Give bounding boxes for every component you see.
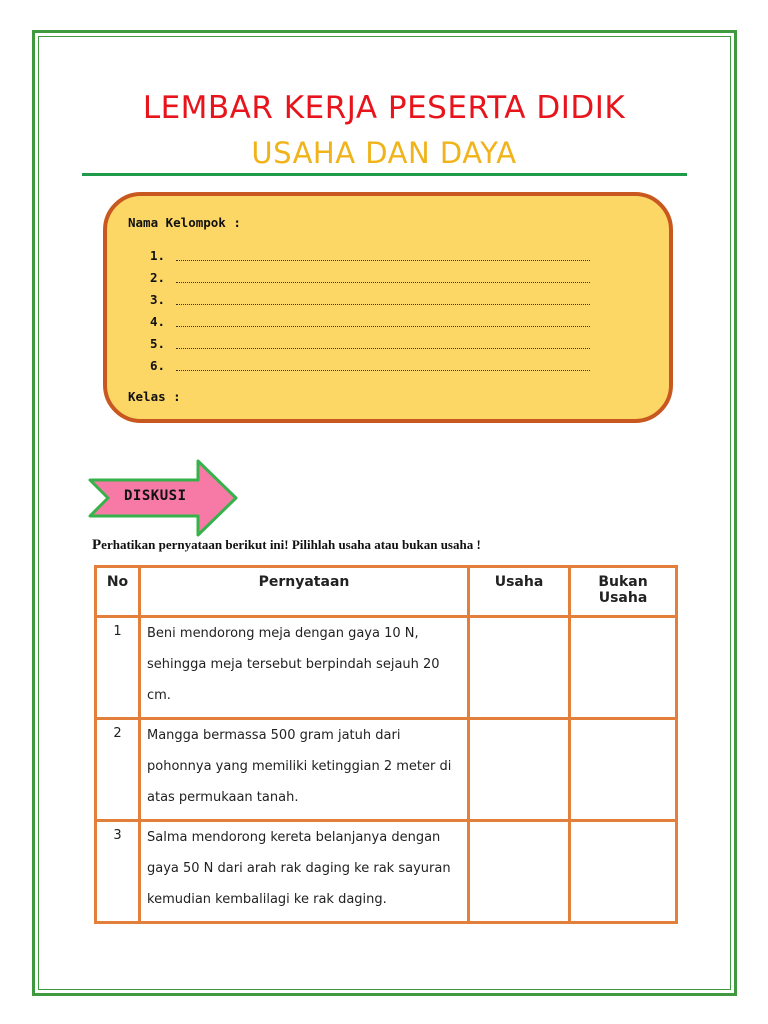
header-not-work-line2: Usaha [598, 590, 648, 606]
member-line-5[interactable] [150, 336, 590, 354]
instruction-text [92, 537, 481, 554]
fill-in-line [176, 282, 590, 283]
fill-in-line [176, 304, 590, 305]
table-header-row [96, 567, 677, 617]
member-number: 5. [150, 336, 166, 351]
worksheet-subtitle: USAHA DAN DAYA [251, 136, 517, 170]
member-number: 2. [150, 270, 166, 285]
statement-table [94, 565, 678, 924]
not-work-answer-cell[interactable] [570, 821, 677, 923]
fill-in-line [176, 326, 590, 327]
instruction-body: erhatikan pernyataan berikut ini! Pilihlah usaha atau bukan usaha ! [101, 537, 481, 552]
member-number: 4. [150, 314, 166, 329]
row-number: 3 [96, 821, 140, 923]
work-answer-cell[interactable] [469, 821, 570, 923]
member-number: 3. [150, 292, 166, 307]
work-answer-cell[interactable] [469, 617, 570, 719]
group-name-label: Nama Kelompok : [128, 215, 241, 230]
fill-in-line [176, 260, 590, 261]
member-line-4[interactable] [150, 314, 590, 332]
header-not-work [570, 567, 677, 617]
work-answer-cell[interactable] [469, 719, 570, 821]
not-work-answer-cell[interactable] [570, 617, 677, 719]
member-line-1[interactable] [150, 248, 590, 266]
header-statement: Pernyataan [140, 567, 469, 617]
row-number: 1 [96, 617, 140, 719]
discussion-label: DISKUSI [124, 488, 187, 504]
fill-in-line [176, 370, 590, 371]
class-label: Kelas : [128, 389, 181, 404]
member-line-6[interactable] [150, 358, 590, 376]
header-no: No [96, 567, 140, 617]
worksheet-title: LEMBAR KERJA PESERTA DIDIK [142, 90, 626, 126]
title-divider [82, 173, 687, 176]
member-number: 6. [150, 358, 166, 373]
table-row [96, 719, 677, 821]
row-statement: Salma mendorong kereta belanjanya dengan gaya 50 N dari arah rak daging ke rak sayuran kemudian kembalilagi ke rak daging. [140, 821, 469, 923]
member-line-2[interactable] [150, 270, 590, 288]
table-row [96, 617, 677, 719]
member-line-3[interactable] [150, 292, 590, 310]
header-work: Usaha [469, 567, 570, 617]
row-number: 2 [96, 719, 140, 821]
member-number: 1. [150, 248, 166, 263]
not-work-answer-cell[interactable] [570, 719, 677, 821]
fill-in-line [176, 348, 590, 349]
row-statement: Mangga bermassa 500 gram jatuh dari pohonnya yang memiliki ketinggian 2 meter di atas permukaan tanah. [140, 719, 469, 821]
row-statement: Beni mendorong meja dengan gaya 10 N, sehingga meja tersebut berpindah sejauh 20 cm. [140, 617, 469, 719]
header-not-work-line1: Bukan [598, 574, 648, 590]
instruction-initial: P [92, 537, 102, 553]
table-row [96, 821, 677, 923]
